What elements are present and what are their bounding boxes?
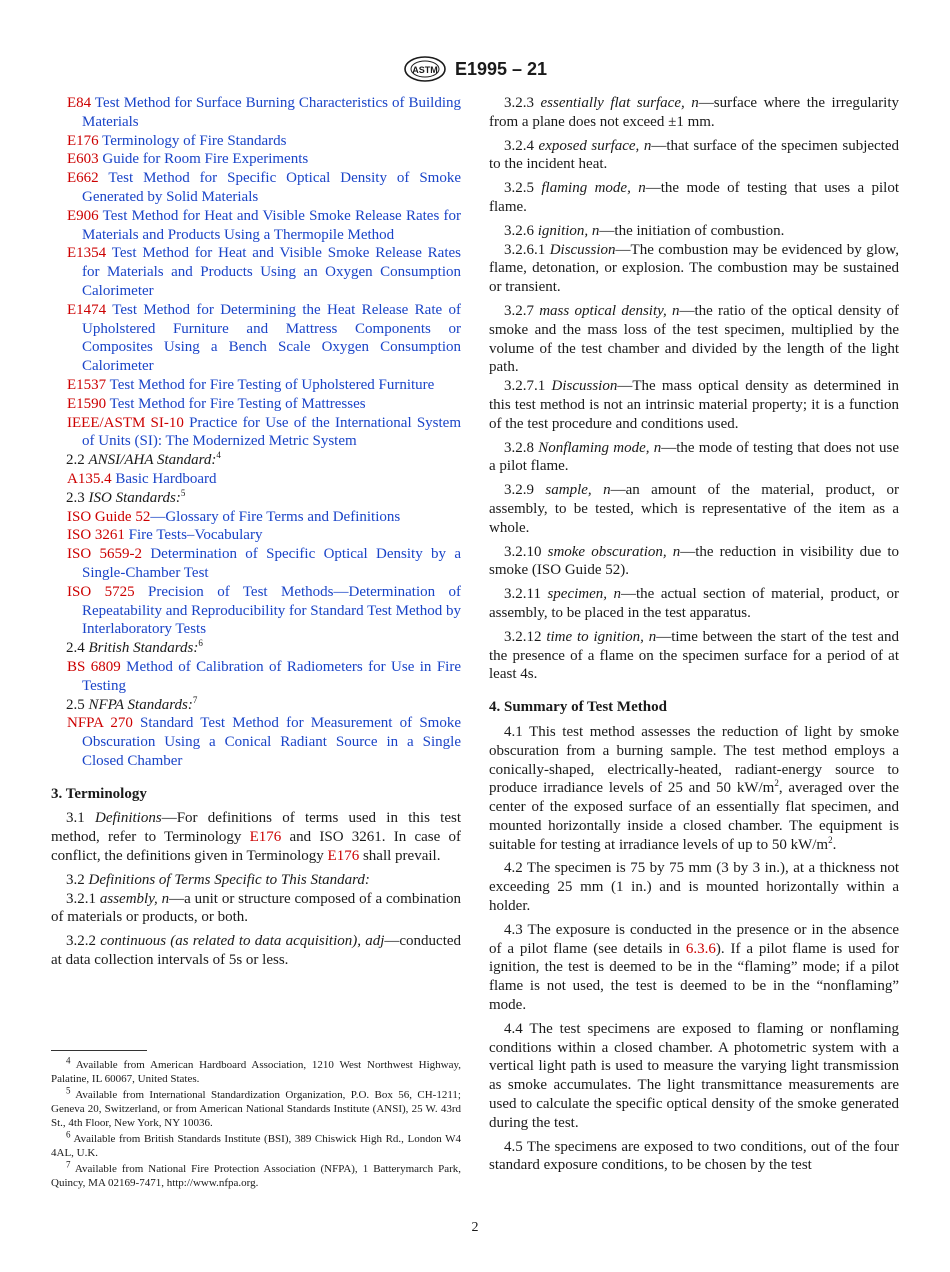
section-4-4: 4.4 The test specimens are exposed to flaming or nonflaming conditions within a closed chamber. A photometric system with a vertical light path is used to measure the varying light transmission as smoke accumulates. The light transmittance measurements are used to calculate the specific optical density of the smoke generated during the test. [489,1020,899,1131]
footnotes [51,1055,461,1192]
reference-item[interactable]: E1537 Test Method for Fire Testing of Upholstered Furniture [67,376,435,393]
definition-3-2-1: 3.2.1 assembly, n—a unit or structure composed of a combination of materials or products, or both. [51,890,461,926]
svg-text:ASTM: ASTM [412,65,438,75]
reference-item[interactable]: NFPA 270 Standard Test Method for Measurement of Smoke Obscuration Using a Conical Radiant Source in a Single Closed Chamber [67,715,461,769]
reference-item[interactable]: E662 Test Method for Specific Optical Density of Smoke Generated by Solid Materials [67,170,461,205]
reference-item[interactable]: E1354 Test Method for Heat and Visible Smoke Release Rates for Materials and Products Using an Oxygen Consumption Calorimeter [67,245,461,299]
definition-3-2-2: 3.2.2 continuous (as related to data acquisition), adj—conducted at data collection intervals of 5s or less. [51,933,462,969]
definition-3-2-4: 3.2.4 exposed surface, n—that surface of the specimen subjected to the incident heat. [489,137,899,173]
iso-standards-heading: 2.3 ISO Standards:$^5$ [66,487,186,506]
definition-3-2-5: 3.2.5 flaming mode, n—the mode of testing that uses a pilot flame. [489,180,900,215]
page-number: 2 [471,1220,479,1235]
reference-item[interactable]: ISO 5725 Precision of Test Methods—Determination of Repeatability and Reproducibility for Standard Test Method by Interlaboratory Tests [67,583,462,638]
discussion-3-2-6-1: 3.2.6.1 Discussion—The combustion may be evidenced by glow, flame, detonation, or explosion. The combustion may be sustained or transient. [489,241,900,296]
reference-item[interactable]: E603 Guide for Room Fire Experiments [67,151,309,168]
summary-heading: 4. Summary of Test Method [489,699,667,716]
standard-designation: E1995 – 21 [454,58,548,79]
definition-3-2-8: 3.2.8 Nonflaming mode, n—the mode of testing that does not use a pilot flame. [489,439,900,475]
definition-3-2-11: 3.2.11 specimen, n—the actual section of material, product, or assembly, to be placed in the test apparatus. [489,586,900,621]
footnote-item: $^4$ Available from American Hardboard Association, 1210 West Northwest Highway, Palatine, IL 60067, United States. [51,1055,461,1085]
e176-link[interactable]: E176 [327,848,360,865]
reference-item[interactable]: A135.4 Basic Hardboard [67,470,217,487]
definition-3-2-6: 3.2.6 ignition, n—the initiation of combustion. [504,222,785,239]
footnote-item: $^6$ Available from British Standards Institute (BSI), 389 Chiswick High Rd., London W4 4AL, U.K. [51,1129,461,1159]
section-3-2: 3.2 Definitions of Terms Specific to This Standard: [66,871,370,888]
definition-3-2-3: 3.2.3 essentially flat surface, n—surface where the irregularity from a plane does not exceed ±1 mm. [489,95,900,130]
definition-3-2-10: 3.2.10 smoke obscuration, n—the reduction in visibility due to smoke (ISO Guide 52). [489,543,900,579]
reference-item[interactable]: ISO Guide 52—Glossary of Fire Terms and Definitions [67,508,401,525]
section-4-1: 4.1 This test method assesses the reduction of light by smoke obscuration from a burning sample. The test method employs a conically-shaped, electrically-heated, radiant-energy source to produce irradiance levels of 25 and 50 $kW/m^2$, averaged over the center of the exposed surface of an essentially flat specimen, and mounted horizontally inside a closed chamber. The equipment is suitable for testing at irradiance levels of up to 50 $kW/m^2$. [489,723,900,853]
reference-item[interactable]: E1474 Test Method for Determining the Heat Release Rate of Upholstered Furniture and Mattress Components or Composites Using a Bench Scale Oxygen Consumption Calorimeter [67,301,461,375]
section-4-2: 4.2 The specimen is 75 by 75 mm (3 by 3 in.), at a thickness not exceeding 25 mm (1 in.) and is mounted horizontally within a holder. [489,860,899,915]
ansi-standards-heading: 2.2 ANSI/AHA Standard:$^4$ [66,450,221,469]
section-3-1: 3.1 Definitions—For definitions of terms used in this test method, refer to Terminology E176 and ISO 3261. In case of conflict, the definitions given in Terminology E176 shall prevail. [51,810,462,865]
footnote-item: $^7$ Available from National Fire Protection Association (NFPA), 1 Batterymarch Park, Quincy, MA 02169-7471, http://www.nfpa.org. [51,1159,461,1189]
definition-3-2-9: 3.2.9 sample, n—an amount of the material, product, or assembly, to be tested, which is representative of the item as a whole. [489,482,900,536]
page-header [0,56,950,84]
astm-reference-list [51,94,461,451]
footnote-divider [51,1050,147,1051]
definition-3-2-7: 3.2.7 mass optical density, n—the ratio of the optical density of smoke and the mass loss of the test specimen, multiplied by the volume of the test chamber and divided by the length of the light path. [489,302,900,376]
definition-3-2-12: 3.2.12 time to ignition, n—time between the start of the test and the presence of a flame on the specimen surface for a period of at least 4s. [489,628,900,683]
reference-item[interactable]: ISO 5659-2 Determination of Specific Optical Density by a Single-Chamber Test [67,546,462,581]
terminology-heading: 3. Terminology [51,785,147,802]
british-standards-heading: 2.4 British Standards:$^6$ [66,638,203,657]
section-4-5: 4.5 The specimens are exposed to two conditions, out of the four standard exposure conditions, to be chosen by the test [489,1138,899,1174]
footnote-item: $^5$ Available from International Standardization Organization, P.O. Box 56, CH-1211; Geneva 20, Switzerland, or from American National Standards Institute (ANSI), 25 W. 43rd St., 4th Floor, New York, NY 10036. [51,1085,461,1129]
right-column [489,94,899,1180]
discussion-3-2-7-1: 3.2.7.1 Discussion—The mass optical density as determined in this test method is not an intrinsic material property; it is a function of the test procedure and conditions used. [489,378,900,432]
reference-item[interactable]: E906 Test Method for Heat and Visible Smoke Release Rates for Materials and Products Using a Thermopile Method [67,207,462,243]
section-4-3: 4.3 The exposure is conducted in the presence or in the absence of a pilot flame (see details in 6.3.6). If a pilot flame is used for ignition, the test is deemed to be in the “flaming” mode; if a pilot flame is not used, the test is deemed to be in the “nonflaming” mode. [489,921,900,1014]
reference-item[interactable]: IEEE/ASTM SI-10 Practice for Use of the International System of Units (SI): The Modernized Metric System [67,414,461,450]
reference-item[interactable]: BS 6809 Method of Calibration of Radiometers for Use in Fire Testing [67,658,461,694]
reference-item[interactable]: ISO 3261 Fire Tests–Vocabulary [67,527,263,544]
section-6-3-6-link[interactable]: 6.3.6 [685,940,716,957]
astm-logo [403,56,447,82]
nfpa-standards-heading: 2.5 NFPA Standards:$^7$ [66,694,198,713]
left-column [51,94,461,975]
reference-item[interactable]: E176 Terminology of Fire Standards [67,132,287,149]
e176-link[interactable]: E176 [249,829,282,846]
reference-item[interactable]: E84 Test Method for Surface Burning Characteristics of Building Materials [67,95,461,130]
reference-item[interactable]: E1590 Test Method for Fire Testing of Mattresses [67,395,366,412]
